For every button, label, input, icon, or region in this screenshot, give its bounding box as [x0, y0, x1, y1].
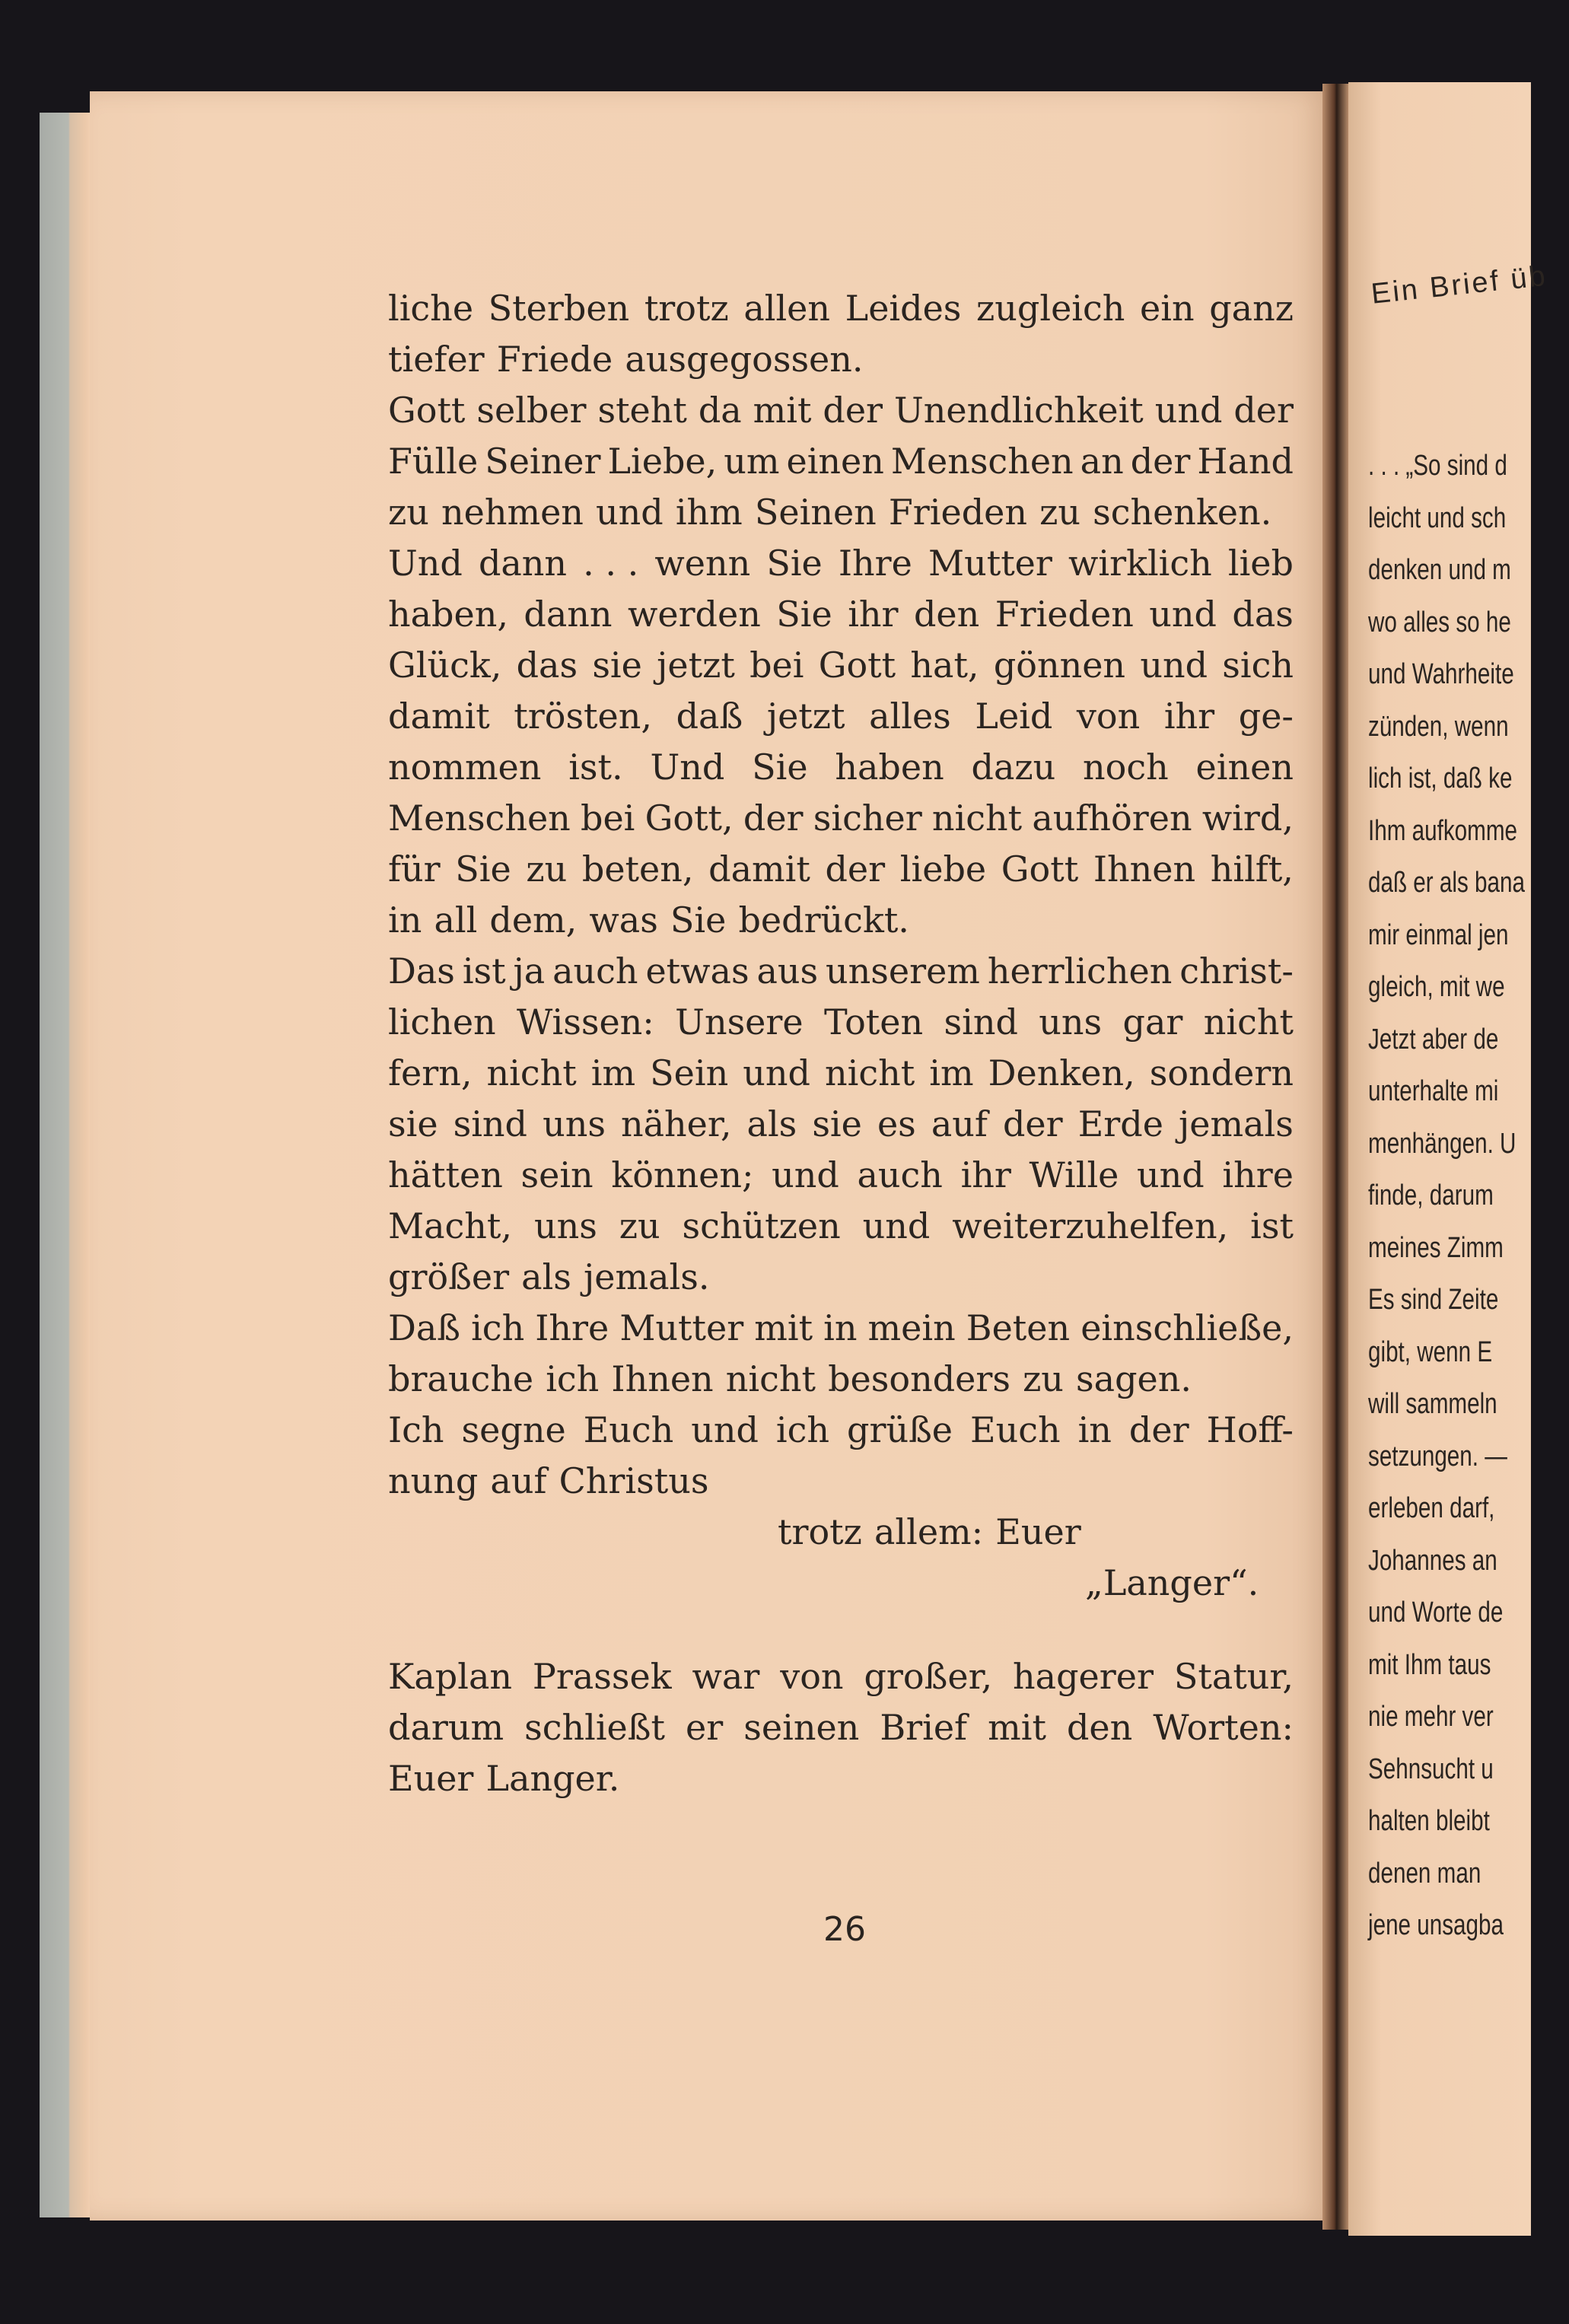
word: ganz	[1209, 288, 1294, 329]
word: nicht	[486, 1052, 577, 1094]
word: was	[589, 899, 658, 941]
word: Euch	[583, 1409, 674, 1450]
right-page-line: leicht und sch	[1368, 501, 1507, 534]
word: Wissen:	[517, 1001, 654, 1043]
text-line	[388, 589, 1294, 640]
text-line	[388, 1099, 1294, 1150]
word: nicht	[825, 1052, 915, 1094]
text-line	[388, 946, 1294, 997]
text-line	[388, 1507, 1294, 1558]
word: Euch	[970, 1409, 1061, 1450]
word: schenken.	[1093, 492, 1272, 533]
word: noch	[1083, 747, 1169, 788]
left-page-text	[388, 283, 1294, 1804]
running-header: Ein Brief üb	[1370, 259, 1549, 310]
word: Statur,	[1173, 1656, 1294, 1697]
word: schließt	[524, 1707, 665, 1748]
word: weiterzuhelfen,	[952, 1205, 1229, 1246]
word: zu	[526, 848, 568, 890]
text-line	[388, 538, 1294, 589]
text-line	[388, 1753, 1294, 1804]
word: Wille	[1029, 1154, 1119, 1195]
word: näher,	[620, 1103, 732, 1144]
word: trotz	[644, 288, 729, 329]
word: allem:	[874, 1511, 984, 1552]
right-page-line: wo alles so he	[1368, 606, 1511, 638]
word: für	[388, 848, 441, 890]
page-edges	[40, 113, 93, 2217]
right-page	[1348, 82, 1549, 2236]
word: Glück,	[388, 645, 502, 686]
right-page-line: jene unsagba	[1368, 1909, 1504, 1941]
word: das	[1232, 594, 1294, 635]
word: ihre	[1222, 1154, 1294, 1195]
word: auf	[490, 1460, 547, 1501]
word: Langer.	[485, 1758, 620, 1799]
word: Und	[650, 747, 725, 788]
word: den	[1066, 1707, 1133, 1748]
right-page-line: daß er als bana	[1368, 867, 1525, 899]
word: jetzt	[657, 645, 735, 686]
word: als	[521, 1256, 571, 1297]
text-line	[388, 385, 1294, 436]
word: Friede	[496, 339, 613, 380]
word: jemals	[1179, 1103, 1294, 1144]
word: ein	[1140, 288, 1195, 329]
word: von	[1076, 696, 1141, 737]
right-page-line: und Worte de	[1368, 1597, 1504, 1628]
word: christ-	[1179, 950, 1294, 992]
word: zu	[388, 492, 429, 533]
word: ich	[546, 1358, 600, 1399]
word: liebe	[899, 848, 987, 890]
word: Menschen	[388, 797, 571, 839]
signature	[388, 1558, 1294, 1609]
word: grüße	[847, 1409, 953, 1450]
word: und	[1137, 1154, 1205, 1195]
word: Kaplan	[388, 1656, 512, 1697]
word: sich	[1222, 645, 1294, 686]
word: Frieden	[995, 594, 1134, 635]
word: jetzt	[766, 696, 845, 737]
word: Worten:	[1153, 1707, 1294, 1748]
word: den	[913, 594, 980, 635]
right-page-line: mir einmal jen	[1368, 918, 1509, 951]
text-line	[388, 1048, 1294, 1099]
word: Unsere	[675, 1001, 804, 1043]
word: sie	[592, 645, 642, 686]
word: Ihnen	[1093, 848, 1196, 890]
text-line	[388, 1651, 1294, 1702]
word: hilft,	[1210, 848, 1294, 890]
word: auch	[552, 950, 638, 992]
word: einschließe,	[1080, 1307, 1294, 1348]
word: Erde	[1077, 1103, 1163, 1144]
word: wirklich	[1068, 543, 1212, 584]
text-line	[388, 640, 1294, 691]
text-line	[388, 895, 1294, 946]
word: aufhören	[1032, 797, 1192, 839]
text-line	[388, 487, 1294, 538]
word: Prassek	[532, 1656, 672, 1697]
word: das	[516, 645, 578, 686]
word: haben,	[388, 594, 508, 635]
word: im	[590, 1052, 636, 1094]
word: da	[698, 390, 742, 431]
word: ihr	[960, 1154, 1011, 1195]
right-page-line: zünden, wenn	[1368, 710, 1509, 743]
word: ihr	[848, 594, 899, 635]
word: . . .	[583, 543, 639, 584]
word: und	[691, 1409, 759, 1450]
word: bei	[749, 645, 804, 686]
word: selber	[476, 390, 587, 431]
word: Sie	[752, 747, 808, 788]
word: von	[780, 1656, 844, 1697]
word: auch	[857, 1154, 943, 1195]
word: damit	[388, 696, 490, 737]
word: Christus	[559, 1460, 709, 1501]
word: einen	[1195, 747, 1294, 788]
word: lichen	[388, 1001, 496, 1043]
word: der	[1002, 1103, 1063, 1144]
word: Gott,	[644, 797, 734, 839]
text-line	[388, 997, 1294, 1048]
word: ausgegossen.	[625, 339, 864, 380]
word: mit	[988, 1707, 1046, 1748]
word: der	[1233, 390, 1294, 431]
text-line	[388, 742, 1294, 793]
word: Leid	[975, 696, 1053, 737]
word: und	[1140, 645, 1208, 686]
right-page-text	[1368, 440, 1569, 1952]
word: wird,	[1201, 797, 1294, 839]
word: Mutter	[619, 1307, 744, 1348]
word: hat,	[910, 645, 979, 686]
word: Gott	[1001, 848, 1079, 890]
word: dazu	[971, 747, 1056, 788]
word: Toten	[823, 1001, 924, 1043]
word: brauche	[388, 1358, 534, 1399]
word: in	[823, 1307, 858, 1348]
word: etwas	[645, 950, 749, 992]
word: Sie	[766, 543, 823, 584]
word: schützen	[682, 1205, 841, 1246]
word: seinen	[743, 1707, 860, 1748]
word: allen	[743, 288, 831, 329]
word: ist.	[568, 747, 623, 788]
word: jemals.	[584, 1256, 710, 1297]
word: Und	[388, 543, 463, 584]
word: nommen	[388, 747, 542, 788]
word: Euer	[995, 1511, 1081, 1552]
text-line	[388, 793, 1294, 844]
word: Brief	[880, 1707, 968, 1748]
word: Sterben	[488, 288, 630, 329]
word: und	[743, 1052, 810, 1094]
word: Ihre	[838, 543, 912, 584]
word: dem,	[489, 899, 578, 941]
word: Sie	[670, 899, 727, 941]
word: an	[1080, 441, 1124, 482]
word: haben	[835, 747, 944, 788]
right-page-line: gibt, wenn E	[1368, 1336, 1493, 1368]
word: darum	[388, 1707, 504, 1748]
word: der	[1130, 441, 1191, 482]
word: mit	[753, 390, 812, 431]
word: zu	[1039, 492, 1080, 533]
word: mein	[867, 1307, 956, 1348]
text-line	[388, 1303, 1294, 1354]
word: steht	[597, 390, 687, 431]
word: großer,	[864, 1656, 993, 1697]
word: ist	[1250, 1205, 1294, 1246]
word: der	[1128, 1409, 1189, 1450]
right-page-line: mit Ihm taus	[1368, 1648, 1491, 1681]
word: sind	[944, 1001, 1018, 1043]
text-line	[388, 1405, 1294, 1456]
word: Liebe,	[607, 441, 718, 482]
right-page-line: und Wahrheite	[1368, 658, 1514, 690]
word: beten,	[581, 848, 694, 890]
word: zu	[1023, 1358, 1064, 1399]
paragraph-gap	[388, 1609, 1294, 1651]
word: sein	[520, 1154, 594, 1195]
word: tiefer	[388, 339, 485, 380]
right-page-line: Ihm aufkomme	[1368, 814, 1518, 847]
word: Leides	[845, 288, 962, 329]
right-page-line: meines Zimm	[1368, 1231, 1504, 1264]
right-page-line: denken und m	[1368, 554, 1511, 586]
word: ge-	[1238, 696, 1294, 737]
word: hätten	[388, 1154, 503, 1195]
right-page-line: Sehnsucht u	[1368, 1753, 1494, 1785]
word: und	[772, 1154, 839, 1195]
word: ihm	[675, 492, 743, 533]
word: der	[743, 797, 804, 839]
word: herrlichen	[987, 950, 1173, 992]
text-line	[388, 1456, 1294, 1507]
word: gar	[1122, 1001, 1183, 1043]
word: als	[746, 1103, 797, 1144]
word: sicher	[813, 797, 922, 839]
word: um	[724, 441, 780, 482]
word: daß	[676, 696, 743, 737]
word: und	[1154, 390, 1223, 431]
word: Fülle	[388, 441, 479, 482]
word: nehmen	[441, 492, 584, 533]
word: nicht	[931, 797, 1023, 839]
word: sind	[453, 1103, 527, 1144]
word: Das	[388, 950, 455, 992]
word: zu	[619, 1205, 660, 1246]
book-gutter	[1322, 84, 1348, 2230]
word: lieb	[1227, 543, 1294, 584]
word: segne	[461, 1409, 566, 1450]
word: und	[596, 492, 664, 533]
right-page-line: lich ist, daß ke	[1368, 762, 1513, 794]
word: alles	[869, 696, 951, 737]
word: ich	[471, 1307, 525, 1348]
text-line	[388, 1252, 1294, 1303]
word: Mutter	[928, 543, 1052, 584]
right-page-line: gleich, mit we	[1368, 971, 1505, 1003]
word: aus	[756, 950, 819, 992]
right-page-line: . . . „So sind d	[1368, 450, 1507, 482]
word: ja	[513, 950, 546, 992]
word: liche	[388, 288, 474, 329]
word: Seinen	[754, 492, 877, 533]
word: können;	[611, 1154, 754, 1195]
word: uns	[543, 1103, 606, 1144]
word: größer	[388, 1256, 510, 1297]
word: Sein	[650, 1052, 729, 1094]
text-line	[388, 1201, 1294, 1252]
word: sondern	[1149, 1052, 1294, 1094]
word: es	[877, 1103, 916, 1144]
word: uns	[1039, 1001, 1103, 1043]
word: Ich	[388, 1409, 444, 1450]
right-page-line: Johannes an	[1368, 1544, 1497, 1577]
word: mit	[754, 1307, 813, 1348]
word: ist	[462, 950, 506, 992]
word: nicht	[725, 1358, 816, 1399]
word: Beten	[966, 1307, 1071, 1348]
word: der	[823, 390, 883, 431]
right-page-line: setzungen. —	[1368, 1440, 1507, 1472]
word: dann	[524, 594, 613, 635]
word: der	[825, 848, 886, 890]
word: Ihre	[535, 1307, 609, 1348]
word: einen	[786, 441, 884, 482]
word: damit	[708, 848, 810, 890]
word: Macht,	[388, 1205, 513, 1246]
word: ihr	[1163, 696, 1215, 737]
page-number: 26	[823, 1910, 866, 1949]
word: besonders	[828, 1358, 1010, 1399]
right-page-line: will sammeln	[1368, 1388, 1497, 1420]
word: dann	[478, 543, 568, 584]
right-page-line: halten bleibt	[1368, 1805, 1490, 1837]
right-page-line: Es sind Zeite	[1368, 1284, 1499, 1316]
text-line	[388, 334, 1294, 385]
word: bedrückt.	[738, 899, 909, 941]
word: sagen.	[1076, 1358, 1192, 1399]
word: wenn	[654, 543, 751, 584]
word: in	[388, 899, 422, 941]
text-line	[388, 844, 1294, 895]
word: Hoff-	[1206, 1409, 1294, 1450]
word: Hand	[1197, 441, 1294, 482]
word: Euer	[388, 1758, 474, 1799]
signature-text: „Langer“.	[1085, 1562, 1259, 1603]
word: Sie	[776, 594, 832, 635]
word: hagerer	[1013, 1656, 1154, 1697]
right-page-line: unterhalte mi	[1368, 1075, 1499, 1107]
word: Denken,	[988, 1052, 1135, 1094]
word: Daß	[388, 1307, 461, 1348]
word: war	[692, 1656, 760, 1697]
right-page-line: menhängen. U	[1368, 1127, 1516, 1160]
word: trösten,	[514, 696, 653, 737]
word: Menschen	[890, 441, 1074, 482]
text-line	[388, 691, 1294, 742]
word: und	[862, 1205, 931, 1246]
word: er	[686, 1707, 724, 1748]
word: werden	[627, 594, 761, 635]
right-page-line: denen man	[1368, 1857, 1481, 1889]
right-page-line: erleben darf,	[1368, 1492, 1495, 1524]
word: Frieden	[888, 492, 1028, 533]
word: nicht	[1203, 1001, 1294, 1043]
word: trotz	[778, 1511, 862, 1552]
word: Gott	[388, 390, 466, 431]
word: sie	[388, 1103, 438, 1144]
word: sie	[812, 1103, 862, 1144]
word: ich	[775, 1409, 830, 1450]
word: unserem	[826, 950, 980, 992]
word: zugleich	[976, 288, 1125, 329]
text-line	[388, 1702, 1294, 1753]
right-page-line: finde, darum	[1368, 1180, 1494, 1211]
word: bei	[581, 797, 635, 839]
word: Gott	[818, 645, 896, 686]
word: Unendlichkeit	[893, 390, 1144, 431]
word: gönnen	[993, 645, 1126, 686]
word: auf	[931, 1103, 988, 1144]
text-line	[388, 1354, 1294, 1405]
word: und	[1149, 594, 1217, 635]
word: in	[1077, 1409, 1112, 1450]
text-line	[388, 283, 1294, 334]
word: im	[929, 1052, 974, 1094]
text-line	[388, 1150, 1294, 1201]
word: all	[434, 899, 478, 941]
right-page-line: Jetzt aber de	[1368, 1023, 1499, 1055]
word: Seiner	[485, 441, 601, 482]
word: Ihnen	[611, 1358, 714, 1399]
word: fern,	[388, 1052, 473, 1094]
text-line	[388, 436, 1294, 487]
word: Sie	[455, 848, 511, 890]
right-page-line: nie mehr ver	[1368, 1701, 1494, 1733]
word: uns	[533, 1205, 597, 1246]
word: nung	[388, 1460, 479, 1501]
